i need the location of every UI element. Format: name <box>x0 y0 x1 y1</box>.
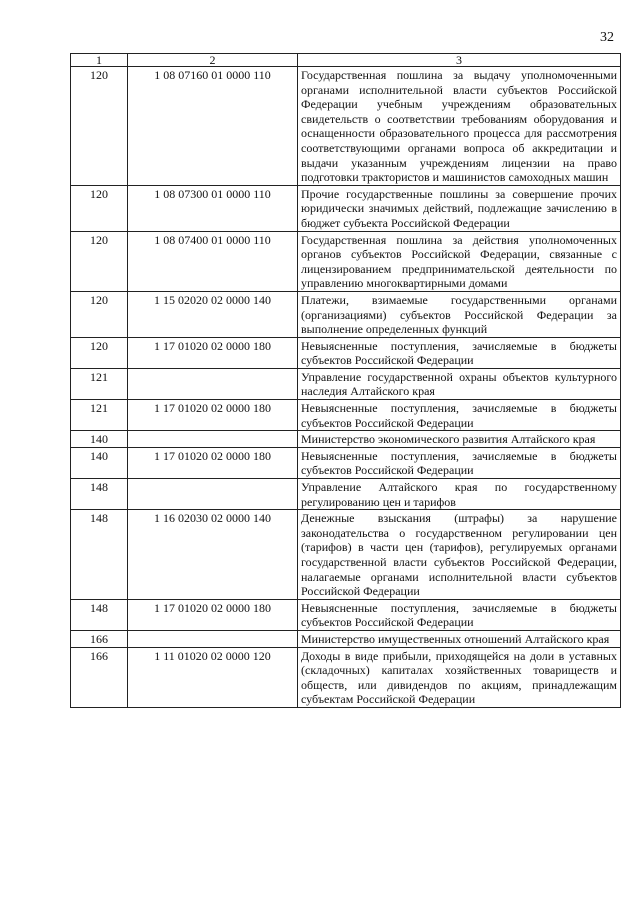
revenue-name-cell: Министерство имущественных отношений Алтайского края <box>298 630 621 647</box>
budget-classification-table <box>70 53 621 708</box>
table-row <box>71 337 621 368</box>
revenue-name-cell: Управление государственной охраны объектов культурного наследия Алтайского края <box>298 368 621 399</box>
table-row <box>71 67 621 186</box>
table-row <box>71 599 621 630</box>
header-row <box>71 54 621 67</box>
table-row <box>71 647 621 707</box>
admin-code-cell: 140 <box>71 431 128 448</box>
admin-code-cell: 148 <box>71 479 128 510</box>
admin-code-cell: 166 <box>71 647 128 707</box>
column-header-3: 3 <box>298 54 621 67</box>
revenue-name-cell: Невыясненные поступления, зачисляемые в бюджеты субъектов Российской Федерации <box>298 599 621 630</box>
revenue-code-cell <box>128 431 298 448</box>
admin-code-cell: 140 <box>71 447 128 478</box>
table-row <box>71 479 621 510</box>
admin-code-cell: 148 <box>71 599 128 630</box>
table-row <box>71 185 621 231</box>
revenue-code-cell: 1 15 02020 02 0000 140 <box>128 291 298 337</box>
table-row <box>71 510 621 600</box>
revenue-name-cell: Государственная пошлина за действия уполномоченных органов субъектов Российской Федерации, связанные с лицензированием предпринимательской деятельности по управлению многоквартирными домами <box>298 231 621 291</box>
page-number: 32 <box>600 30 614 45</box>
revenue-code-cell: 1 17 01020 02 0000 180 <box>128 599 298 630</box>
admin-code-cell: 120 <box>71 185 128 231</box>
admin-code-cell: 120 <box>71 67 128 186</box>
revenue-name-cell: Невыясненные поступления, зачисляемые в бюджеты субъектов Российской Федерации <box>298 337 621 368</box>
admin-code-cell: 120 <box>71 231 128 291</box>
revenue-name-cell: Прочие государственные пошлины за совершение прочих юридически значимых действий, подлежащие зачислению в бюджет субъекта Российской Федерации <box>298 185 621 231</box>
revenue-name-cell: Государственная пошлина за выдачу уполномоченными органами исполнительной власти субъектов Российской Федерации учебным учреждениям образовательных свидетельств о соответствии требованиям оборудования и оснащенности образовательного процесса для рассмотрения соответствующими органами вопроса об аккредитации и выдачи указанным учреждениям лицензии на право подготовки трактористов и машинистов самоходных машин <box>298 67 621 186</box>
revenue-code-cell: 1 17 01020 02 0000 180 <box>128 447 298 478</box>
revenue-code-cell <box>128 479 298 510</box>
admin-code-cell: 121 <box>71 400 128 431</box>
column-header-2: 2 <box>128 54 298 67</box>
table-row <box>71 447 621 478</box>
revenue-code-cell: 1 17 01020 02 0000 180 <box>128 400 298 431</box>
column-header-1: 1 <box>71 54 128 67</box>
table-row <box>71 431 621 448</box>
revenue-code-cell: 1 17 01020 02 0000 180 <box>128 337 298 368</box>
revenue-name-cell: Министерство экономического развития Алтайского края <box>298 431 621 448</box>
revenue-code-cell <box>128 630 298 647</box>
table-row <box>71 231 621 291</box>
table-row <box>71 291 621 337</box>
admin-code-cell: 148 <box>71 510 128 600</box>
admin-code-cell: 121 <box>71 368 128 399</box>
revenue-code-cell: 1 11 01020 02 0000 120 <box>128 647 298 707</box>
revenue-name-cell: Денежные взыскания (штрафы) за нарушение законодательства о государственном регулировании цен (тарифов) в части цен (тарифов), регулируемых органами государственной власти субъектов Российской Федерации, налагаемые органами исполнительной власти субъектов Российской Федерации <box>298 510 621 600</box>
table-body <box>71 67 621 708</box>
revenue-code-cell: 1 16 02030 02 0000 140 <box>128 510 298 600</box>
revenue-code-cell: 1 08 07400 01 0000 110 <box>128 231 298 291</box>
revenue-name-cell: Управление Алтайского края по государственному регулированию цен и тарифов <box>298 479 621 510</box>
admin-code-cell: 120 <box>71 291 128 337</box>
revenue-code-cell: 1 08 07160 01 0000 110 <box>128 67 298 186</box>
revenue-name-cell: Платежи, взимаемые государственными органами (организациями) субъектов Российской Федерации за выполнение определенных функций <box>298 291 621 337</box>
table-row <box>71 630 621 647</box>
admin-code-cell: 166 <box>71 630 128 647</box>
revenue-code-cell: 1 08 07300 01 0000 110 <box>128 185 298 231</box>
revenue-name-cell: Доходы в виде прибыли, приходящейся на доли в уставных (складочных) капиталах хозяйственных товариществ и обществ, или дивидендов по акциям, принадлежащим субъектам Российской Федерации <box>298 647 621 707</box>
table-row <box>71 368 621 399</box>
table-row <box>71 400 621 431</box>
admin-code-cell: 120 <box>71 337 128 368</box>
revenue-code-cell <box>128 368 298 399</box>
table-header <box>71 54 621 67</box>
revenue-name-cell: Невыясненные поступления, зачисляемые в бюджеты субъектов Российской Федерации <box>298 447 621 478</box>
revenue-name-cell: Невыясненные поступления, зачисляемые в бюджеты субъектов Российской Федерации <box>298 400 621 431</box>
